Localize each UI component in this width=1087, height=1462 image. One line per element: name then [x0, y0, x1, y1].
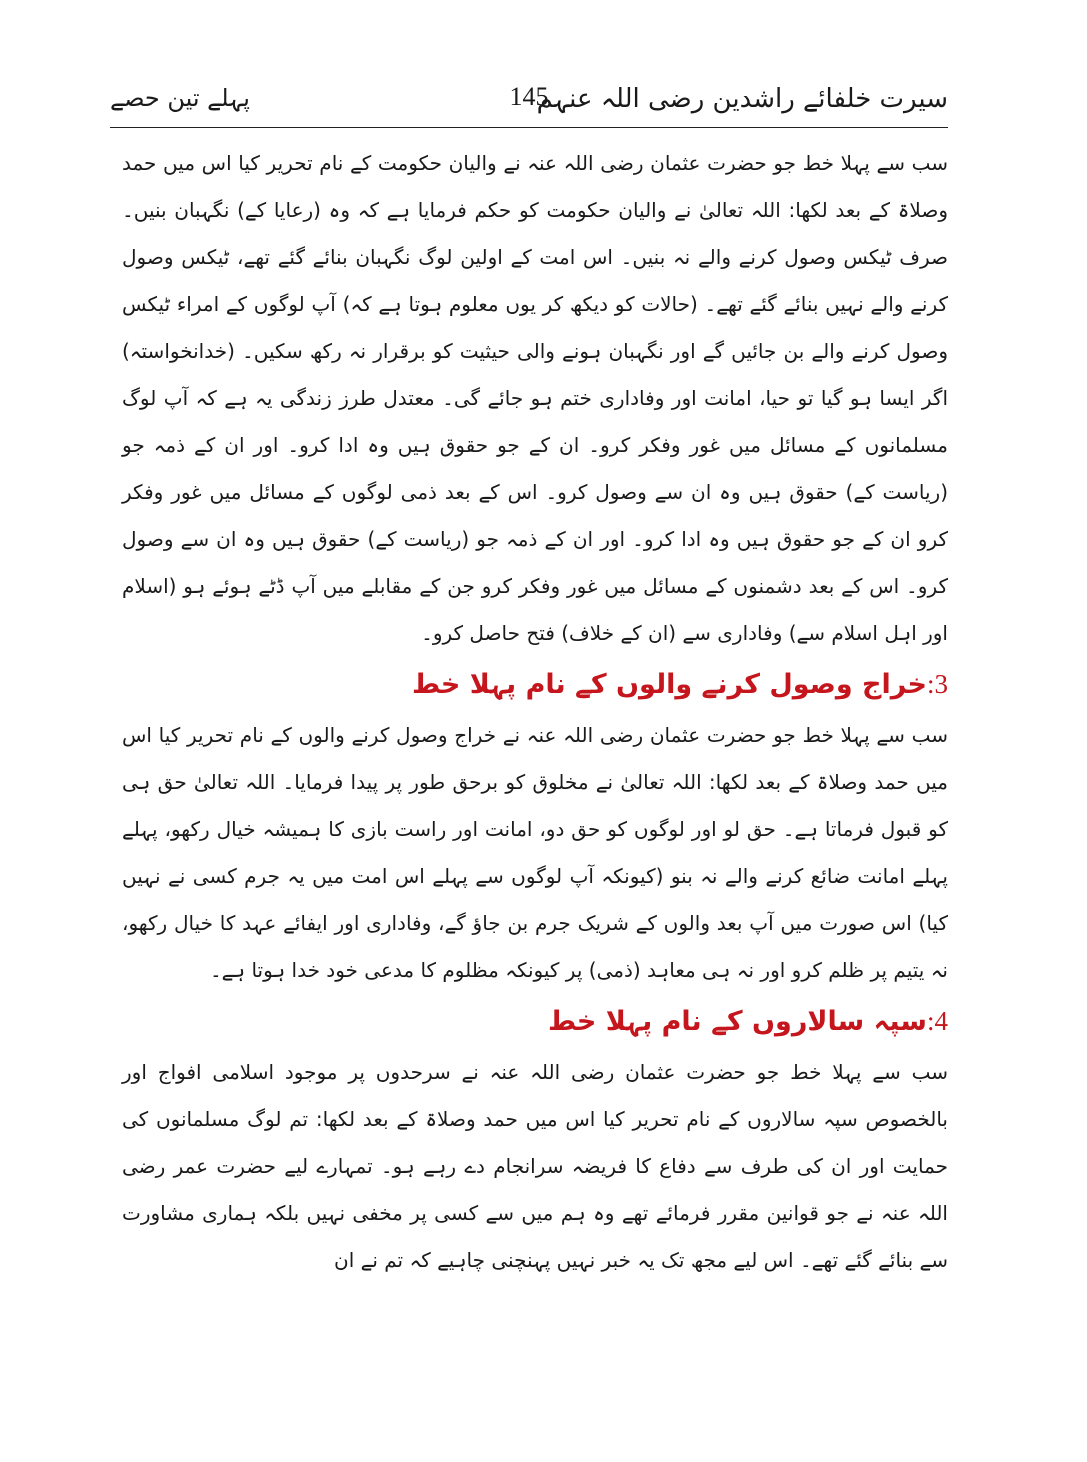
- page-header: [110, 78, 948, 120]
- heading-number: 4:: [926, 1006, 948, 1036]
- heading-text: خراج وصول کرنے والوں کے نام پہلا خط: [411, 669, 927, 700]
- section-heading-3: [122, 657, 948, 712]
- header-divider: [110, 127, 948, 128]
- section-heading-4: [122, 994, 948, 1049]
- heading-number: 3:: [926, 669, 948, 699]
- section-title: پہلے تین حصے: [110, 84, 250, 112]
- book-title: سیرت خلفائے راشدین رضی اللہ عنہم: [536, 84, 948, 114]
- page-body: [122, 140, 948, 1284]
- body-paragraph-3: سب سے پہلا خط جو حضرت عثمان رضی اللہ عنہ نے سرحدوں پر موجود اسلامی افواج اور بالخصوص سپہ سالاروں کے نام تحریر کیا اس میں حمد وصلاۃ کے بعد لکھا: تم لوگ مسلمانوں کی حمایت اور ان کی طرف سے دفاع کا فریضہ سرانجام دے رہے ہو۔ تمہارے لیے حضرت عمر رضی اللہ عنہ نے جو قوانین مقرر فرمائے تھے وہ ہم میں سے کسی پر مخفی نہیں بلکہ ہماری مشاورت سے بنائے گئے تھے۔ اس لیے مجھ تک یہ خبر نہیں پہنچنی چاہیے کہ تم نے ان: [122, 1060, 948, 1272]
- body-paragraph-1: سب سے پہلا خط جو حضرت عثمان رضی اللہ عنہ نے والیان حکومت کے نام تحریر کیا اس میں حمد وصلاۃ کے بعد لکھا: اللہ تعالیٰ نے والیان حکومت کو حکم فرمایا ہے کہ وہ (رعایا کے) نگہبان بنیں۔ صرف ٹیکس وصول کرنے والے نہ بنیں۔ اس امت کے اولین لوگ نگہبان بنائے گئے تھے، ٹیکس وصول کرنے والے نہیں بنائے گئے تھے۔ (حالات کو دیکھ کر یوں معلوم ہوتا ہے کہ) آپ لوگوں کے امراء ٹیکس وصول کرنے والے بن جائیں گے اور نگہبان ہونے والی حیثیت کو برقرار نہ رکھ سکیں۔ (خدانخواستہ) اگر ایسا ہو گیا تو حیا، امانت اور وفاداری ختم ہو جائے گی۔ معتدل طرز زندگی یہ ہے کہ آپ لوگ مسلمانوں کے مسائل میں غور وفکر کرو۔ ان کے جو حقوق ہیں وہ ادا کرو۔ اور ان کے ذمہ جو (ریاست کے) حقوق ہیں وہ ان سے وصول کرو۔ اس کے بعد ذمی لوگوں کے مسائل میں غور وفکر کرو ان کے جو حقوق ہیں وہ ادا کرو۔ اور ان کے ذمہ جو (ریاست کے) حقوق ہیں وہ ان سے وصول کرو۔ اس کے بعد دشمنوں کے مسائل میں غور وفکر کرو جن کے مقابلے میں آپ ڈٹے ہوئے ہو (اسلام اور اہل اسلام سے) وفاداری سے (ان کے خلاف) فتح حاصل کرو۔: [122, 151, 949, 645]
- body-paragraph-2: سب سے پہلا خط جو حضرت عثمان رضی اللہ عنہ نے خراج وصول کرنے والوں کے نام تحریر کیا اس میں حمد وصلاۃ کے بعد لکھا: اللہ تعالیٰ نے مخلوق کو برحق طور پر پیدا فرمایا۔ اللہ تعالیٰ حق ہی کو قبول فرماتا ہے۔ حق لو اور لوگوں کو حق دو، امانت اور راست بازی کا ہمیشہ خیال رکھو، پہلے پہلے امانت ضائع کرنے والے نہ بنو (کیونکہ آپ لوگوں سے پہلے اس امت میں یہ جرم کسی نے نہیں کیا) اس صورت میں آپ بعد والوں کے شریک جرم بن جاؤ گے، وفاداری اور ایفائے عہد کا خیال رکھو، نہ یتیم پر ظلم کرو اور نہ ہی معاہد (ذمی) پر کیونکہ مظلوم کا مدعی خود خدا ہوتا ہے۔: [122, 723, 948, 982]
- heading-text: سپہ سالاروں کے نام پہلا خط: [548, 1006, 927, 1037]
- page-number: 145: [509, 82, 549, 111]
